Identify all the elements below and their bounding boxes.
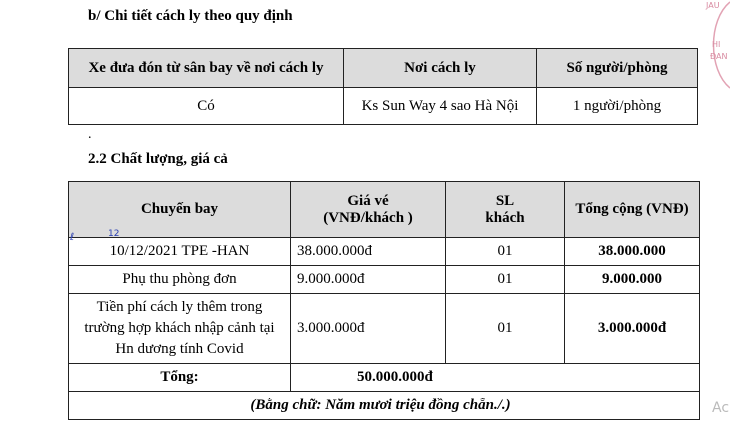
table-header-row [69,182,700,238]
in-words-row [69,392,700,420]
table-row [69,266,700,294]
header-qty-line1: SL [495,192,515,209]
row3-qty: 01 [446,294,565,364]
header-price [291,182,446,238]
header-price-line1: Giá vé [347,192,389,209]
cell-location: Ks Sun Way 4 sao Hà Nội [344,88,537,125]
header-persons-per-room: Số người/phòng [537,49,698,88]
row3-desc-line2: trường hợp khách nhập cảnh tại [84,320,275,336]
row1-price: 38.000.000đ [291,238,446,266]
quarantine-table [68,48,698,125]
row3-total: 3.000.000đ [565,294,700,364]
cut-off-text: Ac [712,400,730,416]
row1-desc: 10/12/2021 TPE -HAN [69,238,291,266]
handwritten-number: 12 [108,229,120,239]
pricing-table [68,181,700,420]
table-header-row [69,49,698,88]
row3-price: 3.000.000đ [291,294,446,364]
header-transfer: Xe đưa đón từ sân bay về nơi cách ly [69,49,344,88]
header-location: Nơi cách ly [344,49,537,88]
cell-persons: 1 người/phòng [537,88,698,125]
row1-total: 38.000.000 [565,238,700,266]
sum-row [69,364,700,392]
row2-total: 9.000.000 [565,266,700,294]
header-total: Tổng cộng (VNĐ) [565,182,700,238]
section-b-title: b/ Chi tiết cách ly theo quy định [88,8,293,24]
table-row [69,238,700,266]
header-price-line2: (VNĐ/khách ) [323,209,413,226]
sum-value: 50.000.000đ [291,364,700,392]
stamp-fragment: HI [712,40,721,49]
cell-transfer: Có [69,88,344,125]
table-row [69,294,700,364]
header-flight: Chuyến bay [69,182,291,238]
row1-qty: 01 [446,238,565,266]
table-row [69,88,698,125]
stamp-fragment: JAU [706,1,720,10]
row3-desc-line1: Tiền phí cách ly thêm trong [96,299,263,315]
sum-label: Tổng: [69,364,291,392]
stray-dot: . [88,127,92,142]
row2-price: 9.000.000đ [291,266,446,294]
row2-desc: Phụ thu phòng đơn [69,266,291,294]
section-22-title: 2.2 Chất lượng, giá cả [88,151,228,167]
row2-qty: 01 [446,266,565,294]
row3-desc [69,294,291,364]
stamp-fragment: ĐAN [710,52,728,61]
handwritten-mark: ℓ [70,232,75,243]
amount-in-words: (Bằng chữ: Năm mươi triệu đồng chẵn./.) [69,392,700,420]
row3-desc-line3: Hn dương tính Covid [115,341,244,357]
header-qty [446,182,565,238]
header-qty-line2: khách [485,209,525,226]
